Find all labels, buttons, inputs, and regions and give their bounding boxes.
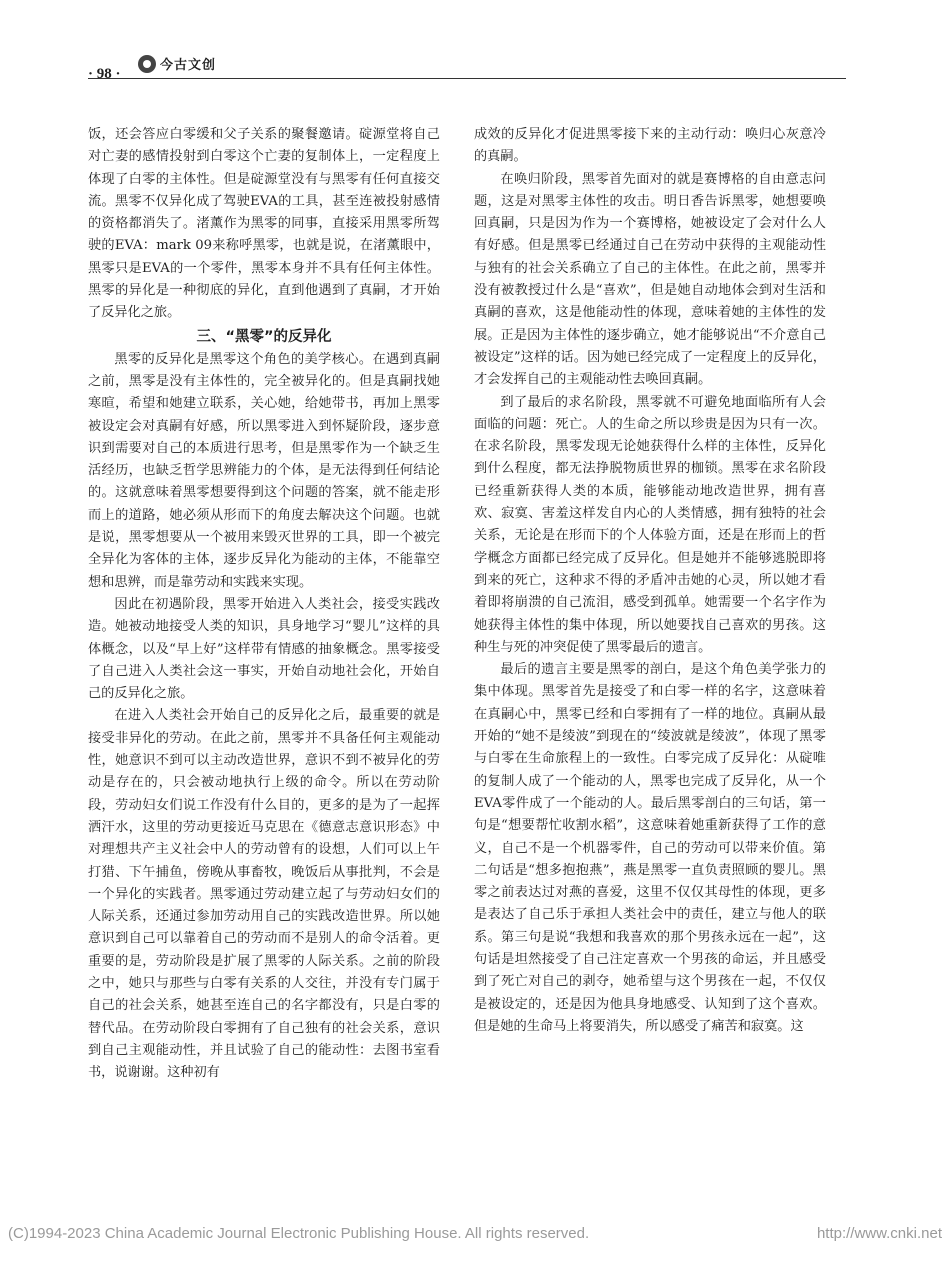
paragraph: 在唤归阶段，黑零首先面对的就是赛博格的自由意志问题，这是对黑零主体性的攻击。明日香告诉黑零，她想要唤回真嗣，只是因为作为一个赛博格，她被设定了会对什么人有好感。但是黑零已经通过自己在劳动中获得的主观能动性与独有的社会关系确立了自己的主体性。在此之前，黑零并没有被教授过什么是“喜欢”，但是她自动地体会到对生活和真嗣的喜欢，这是他能动性的体现，意味着她的主体性的发展。正是因为主体性的逐步确立，她才能够说出“不介意自己被设定”这样的话。因为她已经完成了一定程度上的反异化，才会发挥自己的主观能动性去唤回真嗣。 xyxy=(474,171,826,388)
left-column xyxy=(88,124,440,1084)
paragraph: 成效的反异化才促进黑零接下来的主动行动：唤归心灰意冷的真嗣。 xyxy=(474,127,826,165)
page-number: · 98 · xyxy=(88,66,121,82)
cnki-url: http://www.cnki.net xyxy=(816,1225,942,1242)
right-column xyxy=(474,124,826,1038)
page-header xyxy=(88,50,846,84)
journal-brand xyxy=(138,54,216,73)
copyright-text: (C)1994-2023 China Academic Journal Electronic Publishing House. All rights reserved. xyxy=(8,1225,590,1242)
paragraph: 饭，还会答应白零缓和父子关系的聚餐邀请。碇源堂将自己对亡妻的感情投射到白零这个亡妻的复制体上，一定程度上体现了白零的主体性。但是碇源堂没有与黑零有任何直接交流。黑零不仅异化成了驾驶EVA的工具，甚至连被投射感情的资格都消失了。渚薰作为黑零的同事，直接采用黑零所驾驶的EVA：mark 09来称呼黑零，也就是说，在渚薰眼中，黑零只是EVA的一个零件，黑零本身并不具有任何主体性。黑零的异化是一种彻底的异化，直到他遇到了真嗣，才开始了反异化之旅。 xyxy=(88,127,440,321)
paragraph: 黑零的反异化是黑零这个角色的美学核心。在遇到真嗣之前，黑零是没有主体性的，完全被异化的。但是真嗣找她寒暄，希望和她建立联系，关心她，给她带书，再加上黑零被设定会对真嗣有好感，所以黑零进入到怀疑阶段，逐步意识到需要对自己的本质进行思考，但是黑零作为一个缺乏生活经历，也缺乏哲学思辨能力的个体，是无法得到任何结论的。这就意味着黑零想要得到这个问题的答案，就不能走形而上的道路，她必须从形而下的角度去解决这个问题。也就是说，黑零想要从一个被用来毁灭世界的工具，即一个被完全异化为客体的主体，逐步反异化为能动的主体，不能靠空想和思辨，而是靠劳动和实践来实现。 xyxy=(88,351,440,590)
paragraph: 最后的遗言主要是黑零的剖白，是这个角色美学张力的集中体现。黑零首先是接受了和白零一样的名字，这意味着在真嗣心中，黑零已经和白零拥有了一样的地位。真嗣从最开始的“她不是绫波”到现在的“绫波就是绫波”，体现了黑零与白零在生命旅程上的一致性。白零完成了反异化：从碇唯的复制人成了一个能动的人，黑零也完成了反异化，从一个EVA零件成了一个能动的人。最后黑零剖白的三句话，第一句是“想要帮忙收割水稻”，这意味着她重新获得了工作的意义，自己不是一个机器零件，自己的劳动可以带来价值。第二句话是“想多抱抱燕”，燕是黑零一直负责照顾的婴儿。黑零之前表达过对燕的喜爱，这里不仅仅其母性的体现，更多是表达了自己乐于承担人类社会中的责任，建立与他人的联系。第三句是说“我想和我喜欢的那个男孩永远在一起”，这句话是坦然接受了自己注定喜欢一个男孩的命运，并且感受到了死亡对自己的剥夺，她希望与这个男孩在一起，不仅仅是被设定的，还是因为他具身地感受、认知到了这个喜欢。但是她的生命马上将要消失，所以感受了痛苦和寂寞。这 xyxy=(474,662,826,1034)
journal-name: 今古文创 xyxy=(160,58,217,73)
header-rule xyxy=(88,78,846,79)
journal-logo-icon xyxy=(138,55,156,73)
copyright-watermark xyxy=(8,1225,942,1242)
section-heading: 三、“黑零”的反异化 xyxy=(196,328,332,345)
paragraph: 到了最后的求名阶段，黑零就不可避免地面临所有人会面临的问题：死亡。人的生命之所以珍贵是因为只有一次。在求名阶段，黑零发现无论她获得什么样的主体性，反异化到什么程度，都无法挣脱物质世界的枷锁。黑零在求名阶段已经重新获得人类的本质，能够能动地改造世界，拥有喜欢、寂寞、害羞这样发自内心的人类情感，拥有独特的社会关系，无论是在形而下的个人体验方面，还是在形而上的哲学概念方面都已经完成了反异化。但是她并不能够逃脱即将到来的死亡，这种求不得的矛盾冲击她的心灵，所以她才看着即将崩溃的自己流泪，感受到孤单。她需要一个名字作为她获得主体性的集中体现，所以她要找自己喜欢的男孩。这种生与死的冲突促使了黑零最后的遗言。 xyxy=(474,394,826,655)
paragraph: 在进入人类社会开始自己的反异化之后，最重要的就是接受非异化的劳动。在此之前，黑零并不具备任何主观能动性，她意识不到可以主动改造世界，意识不到不被异化的劳动是存在的，只会被动地执行上级的命令。所以在劳动阶段，劳动妇女们说工作没有什么目的，更多的是为了一起挥洒汗水，这里的劳动更接近马克思在《德意志意识形态》中对理想共产主义社会中人的劳动曾有的设想，人们可以上午打猎、下午捕鱼，傍晚从事畜牧，晚饭后从事批判，不会是一个异化的实践者。黑零通过劳动建立起了与劳动妇女们的人际关系，还通过参加劳动用自己的实践改造世界。所以她意识到自己可以靠着自己的劳动而不是别人的命令活着。更重要的是，劳动阶段是扩展了黑零的人际关系。之前的阶段之中，她只与那些与白零有关系的人交往，并没有专门属于自己的社会关系，她甚至连自己的名字都没有，只是白零的替代品。在劳动阶段白零拥有了自己独有的社会关系，意识到自己主观能动性，并且试验了自己的能动性：去图书室看书，说谢谢。这种初有 xyxy=(88,708,440,1081)
paragraph: 因此在初遇阶段，黑零开始进入人类社会，接受实践改造。她被动地接受人类的知识，具身地学习“婴儿”这样的具体概念，以及“早上好”这样带有情感的抽象概念。黑零接受了自己进入人类社会这一事实，开始自动地社会化，开始自己的反异化之旅。 xyxy=(88,596,440,702)
